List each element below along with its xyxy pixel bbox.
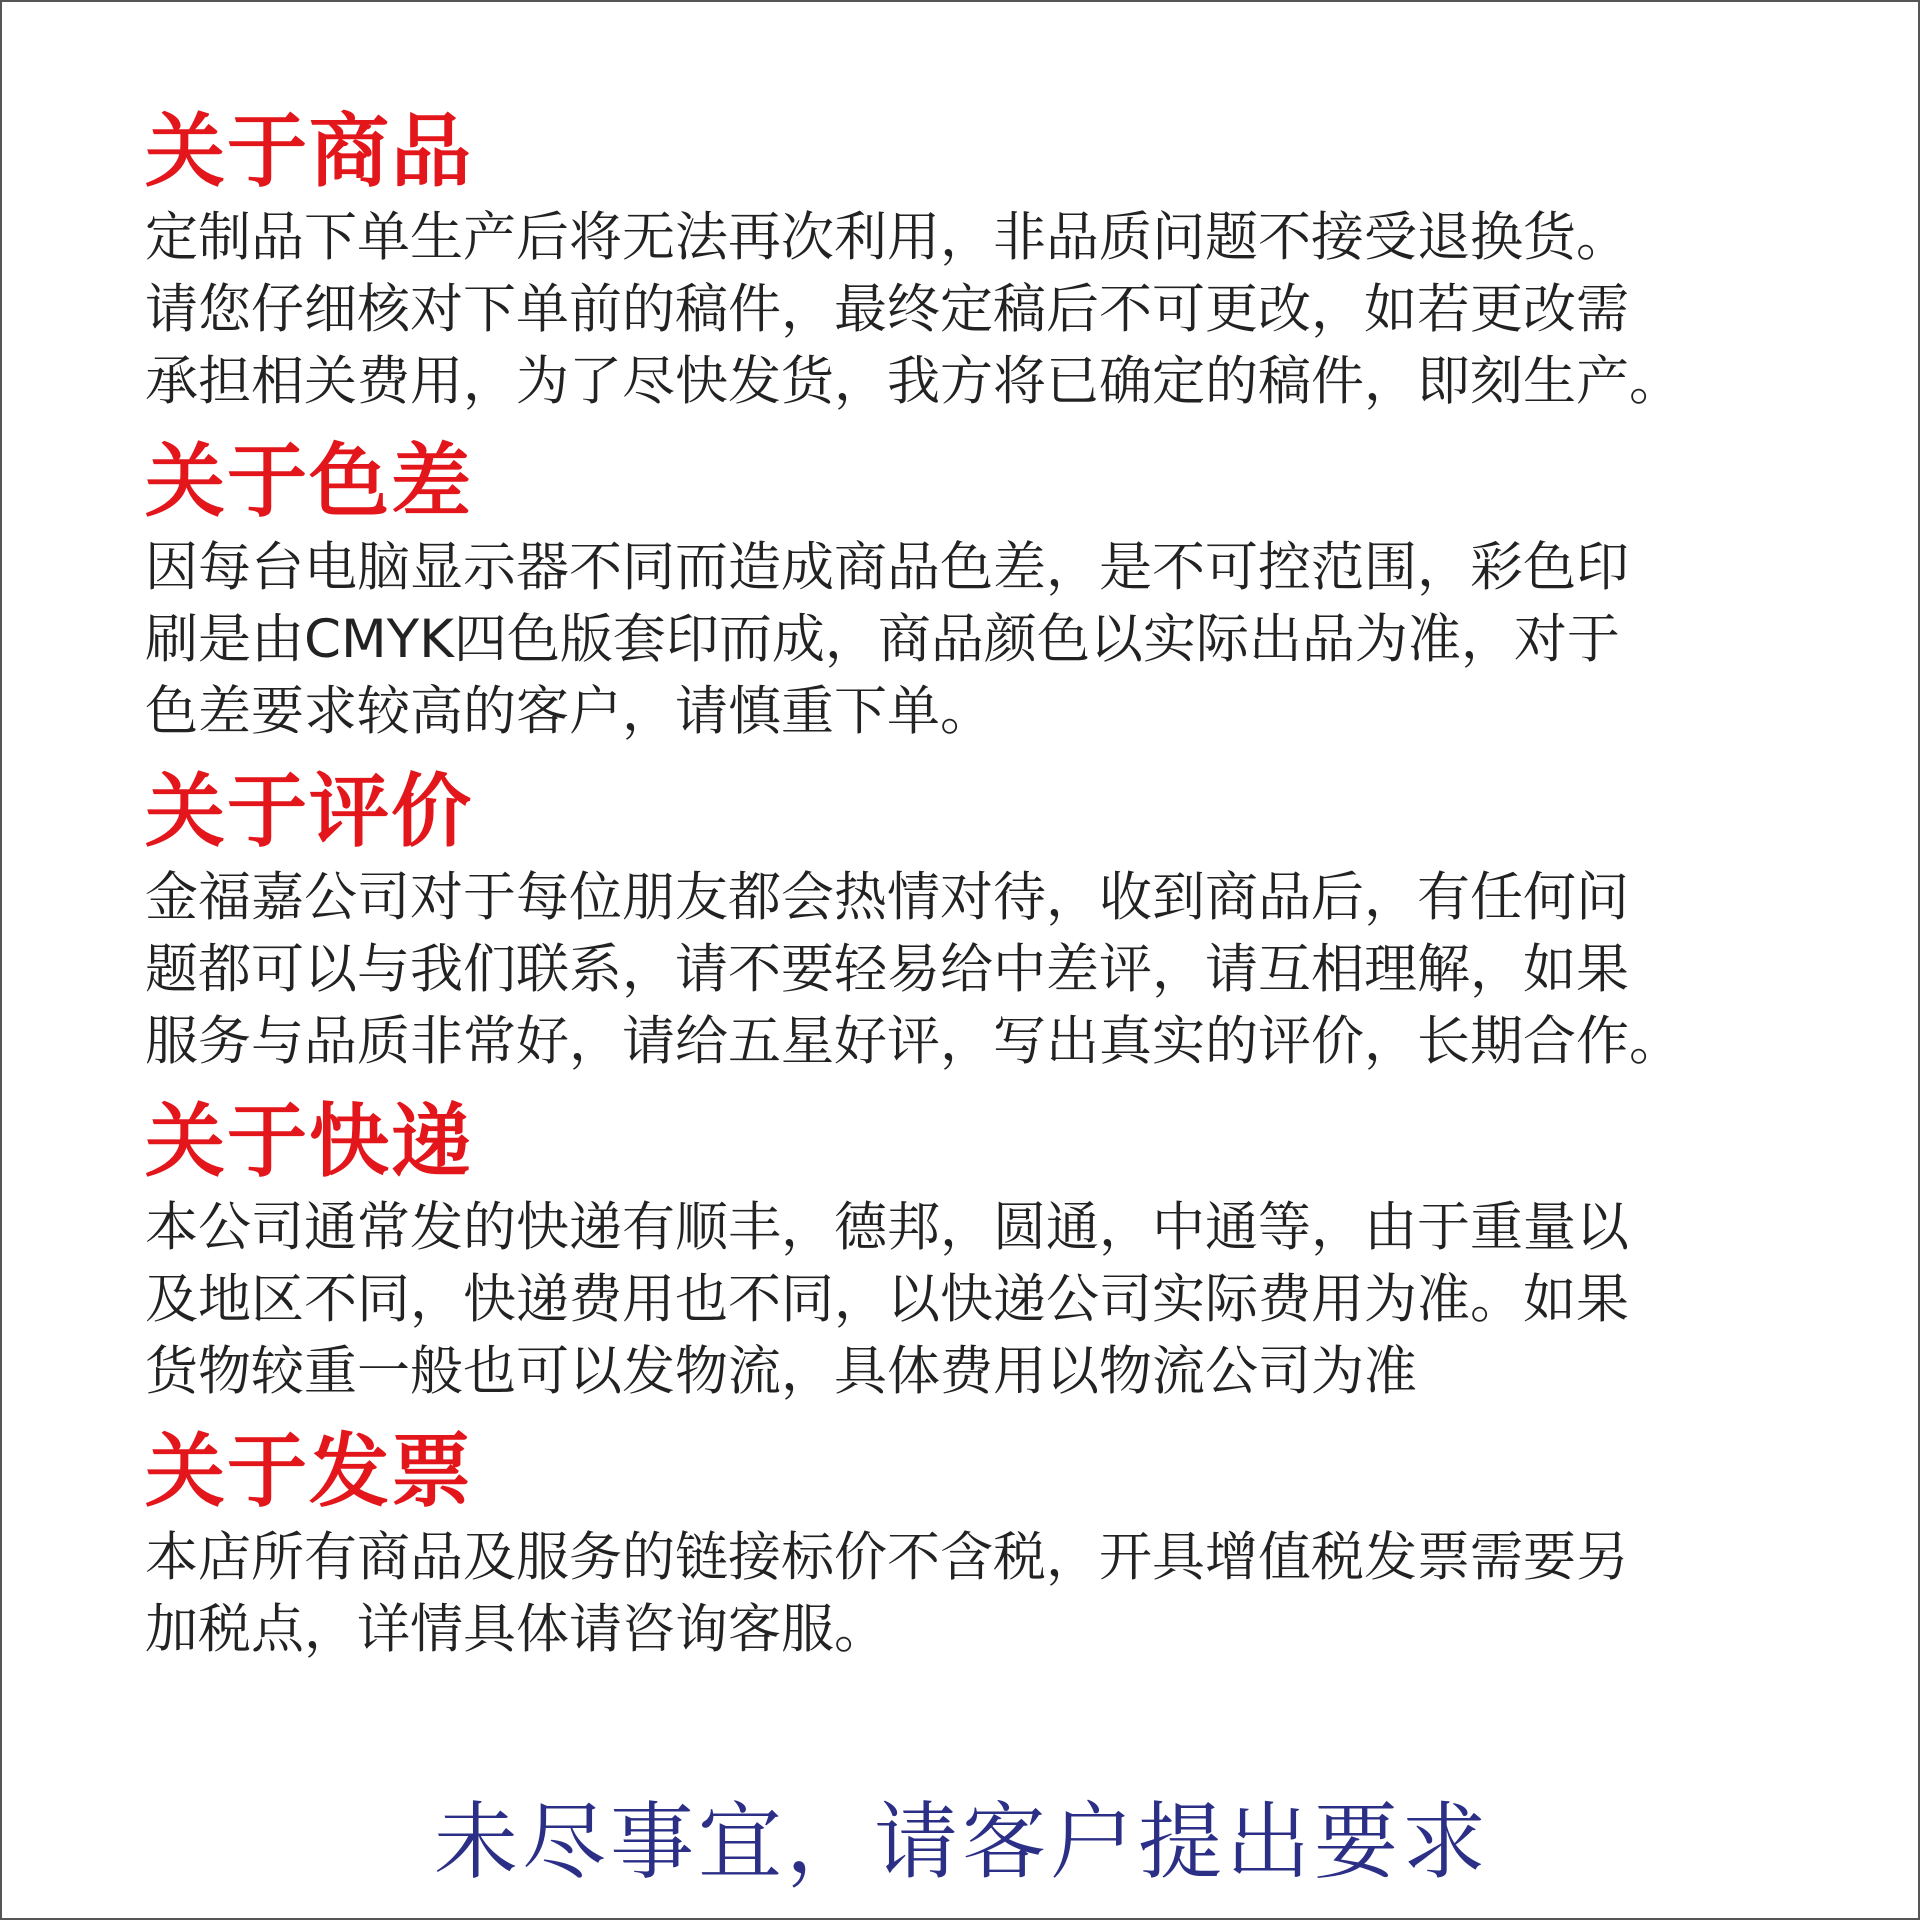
notice-content <box>145 102 1795 1666</box>
section-title: 关于快递 <box>145 1095 473 1188</box>
section-title: 关于色差 <box>145 435 473 528</box>
section-line: 金福嘉公司对于每位朋友都会热情对待，收到商品后，有任何问 <box>145 867 1629 928</box>
section-title: 关于评价 <box>145 765 473 858</box>
section-color-difference <box>145 432 1795 748</box>
section-line: 及地区不同，快递费用也不同，以快递公司实际费用为准。如果 <box>145 1269 1629 1330</box>
section-line: 服务与品质非常好，请给五星好评，写出真实的评价，长期合作。 <box>145 1011 1682 1072</box>
section-reviews <box>145 762 1795 1078</box>
section-line: 定制品下单生产后将无法再次利用，非品质问题不接受退换货。 <box>145 207 1629 268</box>
section-line: 题都可以与我们联系，请不要轻易给中差评，请互相理解，如果 <box>145 939 1629 1000</box>
section-line: 因每台电脑显示器不同而造成商品色差，是不可控范围，彩色印 <box>145 537 1629 598</box>
section-line: 加税点，详情具体请咨询客服。 <box>145 1599 887 1660</box>
section-title: 关于发票 <box>145 1425 473 1518</box>
section-product <box>145 102 1795 418</box>
section-line: 刷是由CMYK四色版套印而成，商品颜色以实际出品为准，对于 <box>145 609 1620 670</box>
section-invoice <box>145 1422 1795 1666</box>
section-line: 色差要求较高的客户，请慎重下单。 <box>145 681 993 742</box>
section-line: 承担相关费用，为了尽快发货，我方将已确定的稿件，即刻生产。 <box>145 351 1682 412</box>
section-line: 请您仔细核对下单前的稿件，最终定稿后不可更改，如若更改需 <box>145 279 1629 340</box>
section-line: 本店所有商品及服务的链接标价不含税，开具增值税发票需要另 <box>145 1527 1629 1588</box>
section-title: 关于商品 <box>145 105 473 198</box>
section-line: 货物较重一般也可以发物流，具体费用以物流公司为准 <box>145 1341 1417 1402</box>
section-shipping <box>145 1092 1795 1408</box>
footer-note: 未尽事宜，请客户提出要求 <box>433 1793 1490 1891</box>
section-line: 本公司通常发的快递有顺丰，德邦，圆通，中通等，由于重量以 <box>145 1197 1629 1258</box>
